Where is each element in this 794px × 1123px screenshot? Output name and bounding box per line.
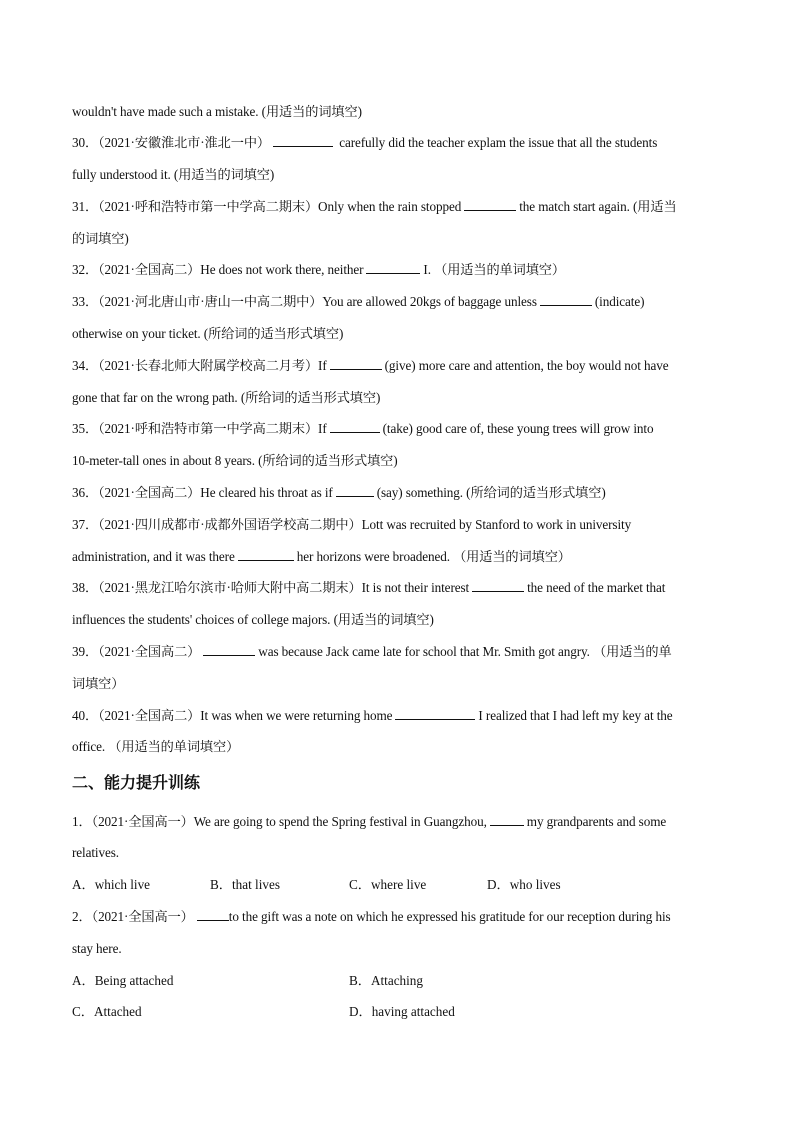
question-32: 32．（2021·全国高二）He does not work there, neither I. （用适当的单词填空） [72,262,565,277]
text-line: office. （用适当的单词填空） [72,739,240,754]
option-d[interactable]: D．having attached [349,1004,455,1019]
answer-blank[interactable] [336,484,374,497]
text-line: 10-meter-tall ones in about 8 years. (所给词的适当形式填空) [72,453,398,468]
text-line: 的词填空) [72,231,129,246]
question-31: 31．（2021·呼和浩特市第一中学高二期末）Only when the rain stopped the match start again. (用适当 [72,199,677,214]
answer-blank[interactable] [238,548,294,561]
text-line: stay here. [72,941,122,956]
text-line: otherwise on your ticket. (所给词的适当形式填空) [72,326,344,341]
answer-blank[interactable] [490,813,524,826]
answer-blank[interactable] [472,579,524,592]
answer-blank[interactable] [540,293,592,306]
answer-blank[interactable] [330,420,380,433]
text-line: fully understood it. (用适当的词填空) [72,167,275,182]
answer-blank[interactable] [366,261,420,274]
option-b[interactable]: B．that lives [210,877,280,892]
answer-blank[interactable] [395,707,475,720]
option-a[interactable]: A．which live [72,877,151,892]
answer-blank[interactable] [203,643,255,656]
text-line: relatives. [72,845,119,860]
option-d[interactable]: D．who lives [487,877,561,892]
question-35: 35．（2021·呼和浩特市第一中学高二期末）If (take) good care of, these young trees will grow into [72,421,654,436]
question-30: 30．（2021·安徽淮北市·淮北一中） carefully did the teacher explam the issue that all the students [72,135,658,150]
question-40: 40．（2021·全国高二）It was when we were returning home I realized that I had left my key at the [72,708,673,723]
option-a[interactable]: A．Being attached [72,973,174,988]
question-37: 37．（2021·四川成都市·成都外国语学校高二期中）Lott was recruited by Stanford to work in university [72,517,632,532]
option-b[interactable]: B．Attaching [349,973,423,988]
option-c[interactable]: C．Attached [72,1004,142,1019]
text-line: wouldn't have made such a mistake. (用适当的词填空) [72,104,362,119]
option-c[interactable]: C．where live [349,877,427,892]
question-34: 34．（2021·长春北师大附属学校高二月考）If (give) more care and attention, the boy would not have [72,358,669,373]
answer-blank[interactable] [330,357,382,370]
section-heading: 二、能力提升训练 [72,773,201,792]
answer-blank[interactable] [273,134,333,147]
text-line: gone that far on the wrong path. (所给词的适当形式填空) [72,390,381,405]
text-line: influences the students' choices of college majors. (用适当的词填空) [72,612,434,627]
question-36: 36．（2021·全国高二）He cleared his throat as if (say) something. (所给词的适当形式填空) [72,485,606,500]
answer-blank[interactable] [464,198,516,211]
question-1: 1．（2021·全国高一）We are going to spend the Spring festival in Guangzhou, my grandparents and some [72,814,667,829]
question-38: 38．（2021·黑龙江哈尔滨市·哈师大附中高二期末）It is not their interest the need of the market that [72,580,666,595]
question-2: 2．（2021·全国高一） to the gift was a note on which he expressed his gratitude for our reception during his [72,909,671,924]
answer-blank[interactable] [197,908,229,921]
text-line: administration, and it was there her horizons were broadened. （用适当的词填空） [72,549,571,564]
question-39: 39．（2021·全国高二） was because Jack came late for school that Mr. Smith got angry. （用适当的单 [72,644,672,659]
text-line: 词填空） [72,676,125,691]
question-33: 33．（2021·河北唐山市·唐山一中高二期中）You are allowed 20kgs of baggage unless (indicate) [72,294,645,309]
